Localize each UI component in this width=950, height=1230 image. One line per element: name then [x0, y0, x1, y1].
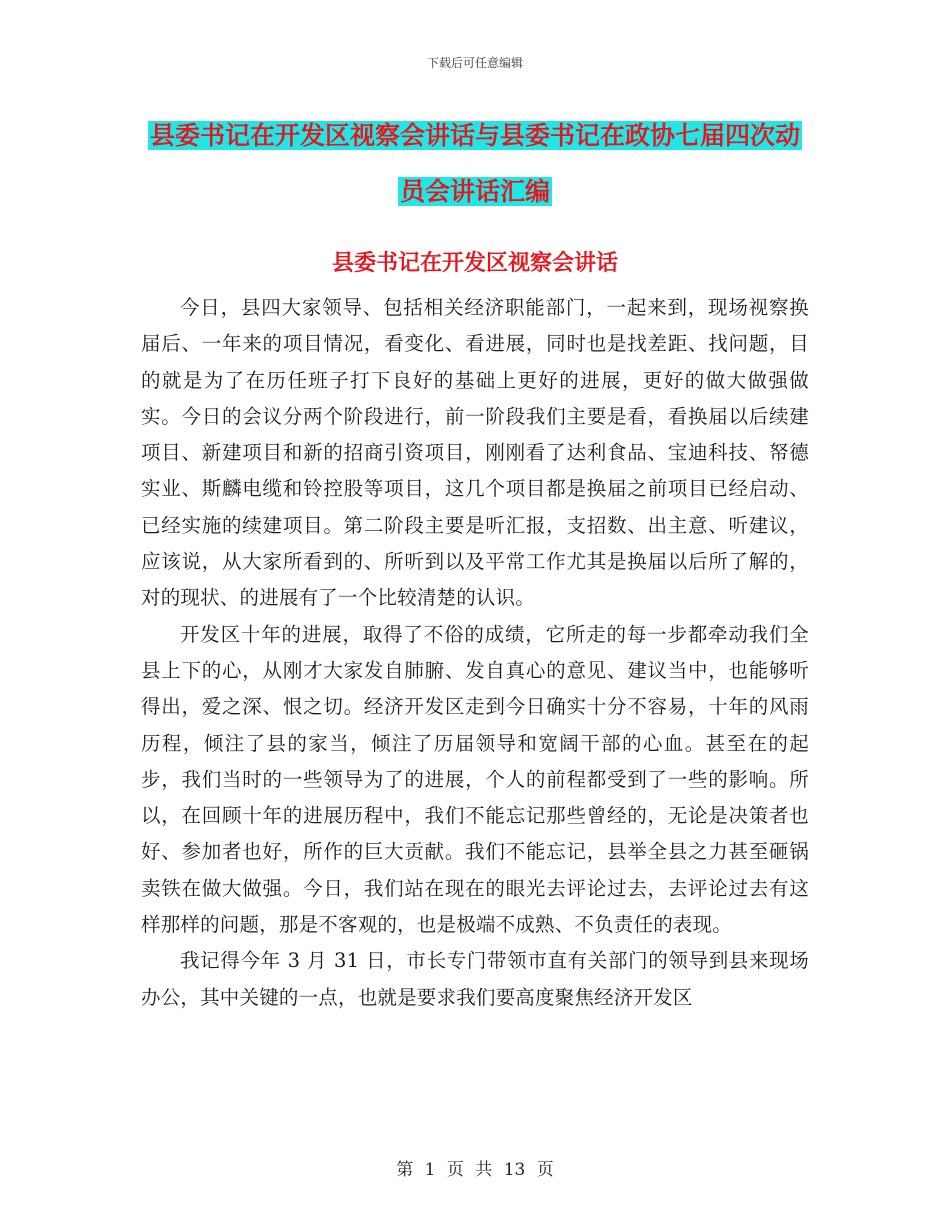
body-paragraph: 我记得今年 3 月 31 日，市长专门带领市直有关部门的领导到县来现场办公，其中关键的一点，也就是要求我们要高度聚焦经济开发区 — [141, 949, 809, 1009]
document-title — [140, 108, 810, 220]
body-paragraph: 开发区十年的进展，取得了不俗的成绩，它所走的每一步都牵动我们全县上下的心，从刚才大家发自肺腑、发自真心的意见、建议当中，也能够听得出，爱之深、恨之切。经济开发区走到今日确实十分不容易，十年的风雨历程，倾注了县的家当，倾注了历届领导和宽阔干部的心血。甚至在的起步，我们当时的一些领导为了的进展，个人的前程都受到了一些的影响。所以，在回顾十年的进展历程中，我们不能忘记那些曾经的，无论是决策者也好、参加者也好，所作的巨大贡献。我们不能忘记，县举全县之力甚至砸锅卖铁在做大做强。今日，我们站在现在的眼光去评论过去，去评论过去有这样那样的问题，那是不客观的，也是极端不成熟、不负责任的表现。 — [141, 622, 809, 937]
body-paragraph: 今日，县四大家领导、包括相关经济职能部门，一起来到，现场视察换届后、一年来的项目情况，看变化、看进展，同时也是找差距、找问题，目的就是为了在历任班子打下良好的基础上更好的进展，更好的做大做强做实。今日的会议分两个阶段进行，前一阶段我们主要是看，看换届以后续建项目、新建项目和新的招商引资项目，刚刚看了达利食品、宝迪科技、帑德实业、斯麟电缆和铃控股等项目，这几个项目都是换届之前项目已经启动、已经实施的续建项目。第二阶段主要是听汇报，支招数、出主意、听建议，应该说，从大家所看到的、所听到以及平常工作尤其是换届以后所了解的，对的现状、的进展有了一个比较清楚的认识。 — [141, 296, 809, 610]
document-body — [141, 290, 809, 1016]
page-header-note: 下载后可任意编辑 — [426, 56, 523, 70]
page-number-footer: 第 1 页 共 13 页 — [396, 1160, 554, 1180]
document-title-text: 县委书记在开发区视察会讲话与县委书记在政协七届四次动员会讲话汇编 — [149, 121, 800, 206]
section-title: 县委书记在开发区视察会讲话 — [331, 251, 618, 276]
